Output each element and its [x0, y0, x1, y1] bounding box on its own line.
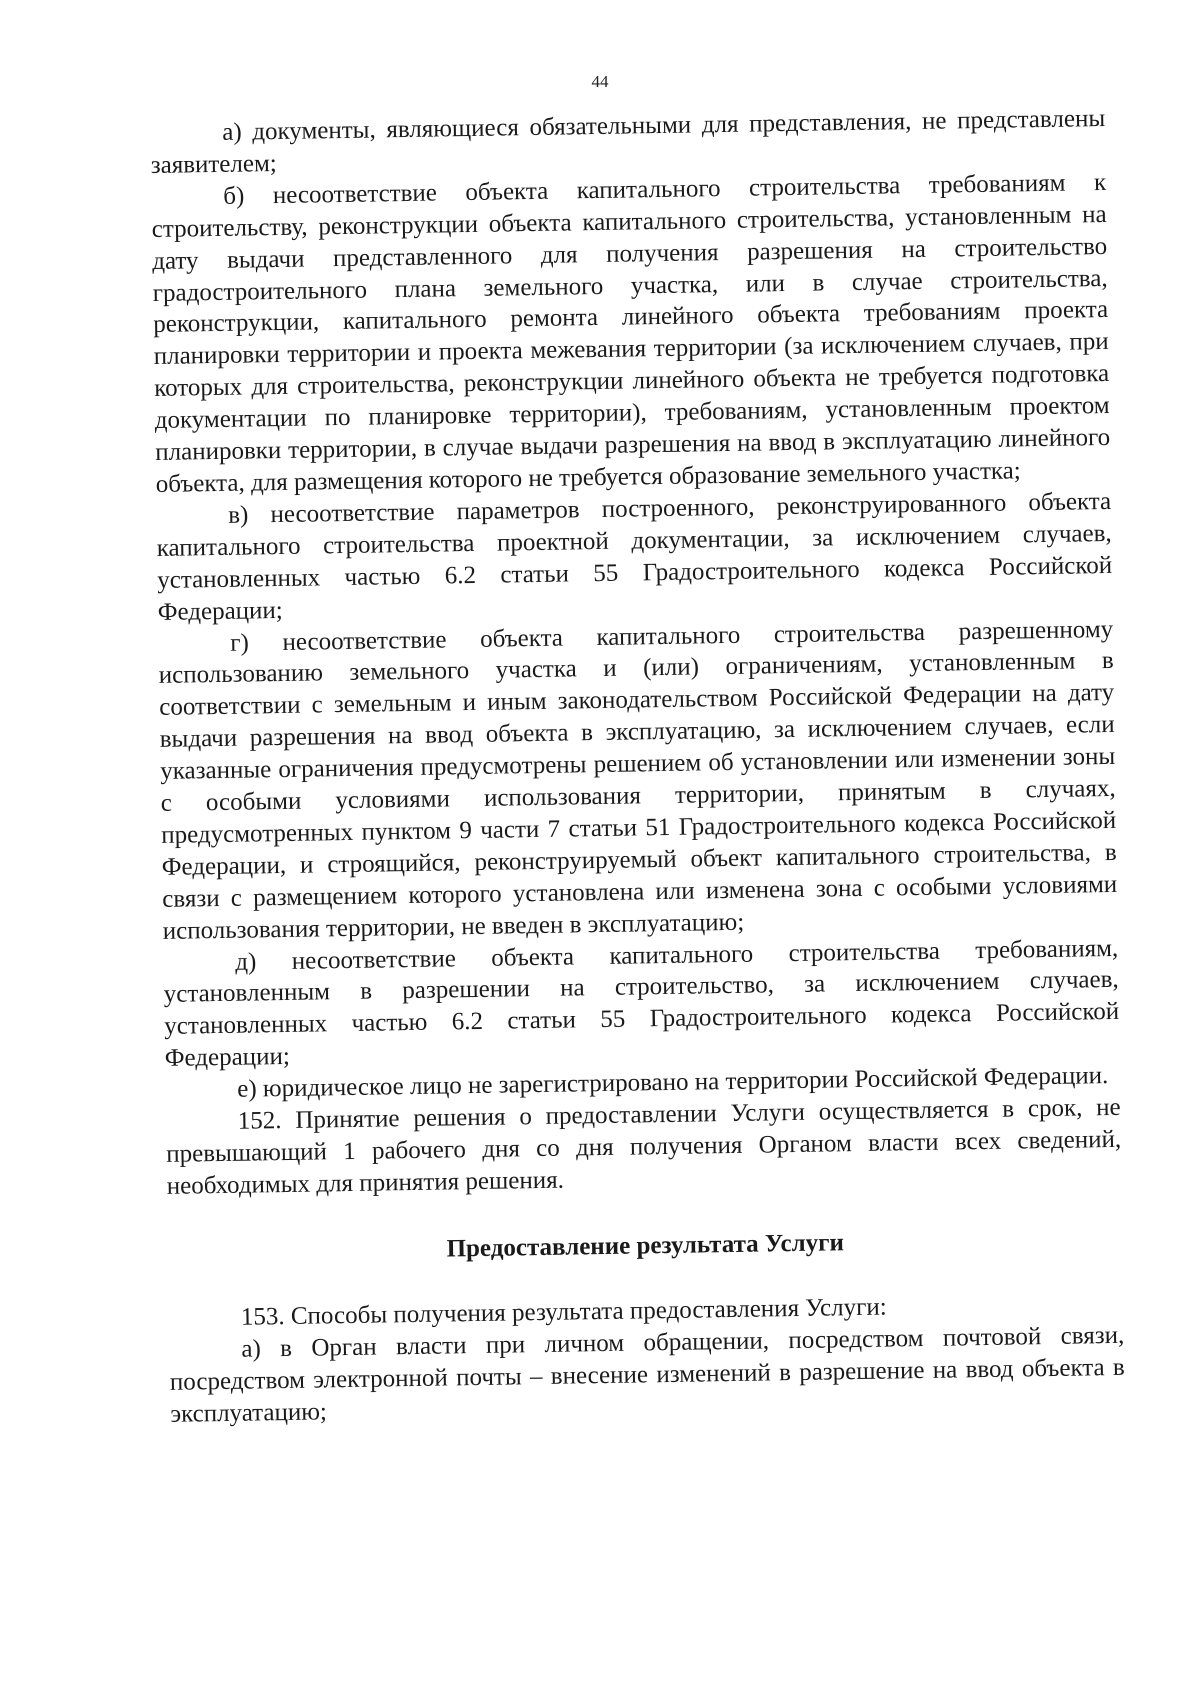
paragraph-item-b-nonconformity: б) несоответствие объекта капитального строительства требованиям к строительству, реконструкции объекта капитального строительства, установленным на дату выдачи представленного для получения разрешения на строительство градостроительного плана земельного участка, или в случае строительства, реконструкции, капитального ремонта линейного объекта требованиям проекта планировки территории и проекта межевания территории (за исключением случаев, при которых для строительства, реконструкции линейного объекта не требуется подготовка документации по планировке территории), требованиям, установленным проектом планировки территории, в случае выдачи разрешения на ввод в эксплуатацию линейного объекта, для размещения которого не требуется образование земельного участка; [151, 168, 1111, 498]
page-number: 44 [591, 72, 609, 91]
paragraph-item-a-documents: а) документы, являющиеся обязательными для представления, не представлены заявителем; [150, 104, 1106, 179]
section-heading: Предоставление результата Услуги [446, 1229, 845, 1263]
paragraph-item-d-permit-requirements: д) несоответствие объекта капитального строительства требованиям, установленным в разрешении на строительство, за исключением случаев, установленных частью 6.2 статьи 55 Градостроительного кодекса Российской Федерации; [163, 934, 1120, 1073]
document-body [150, 103, 1125, 1430]
paragraph-item-v-parameters: в) несоответствие параметров построенного, реконструированного объекта капитального строительства проектной документации, за исключением случаев, установленных частью 6.2 статьи 55 Градостроительного кодекса Российской Федерации; [156, 487, 1113, 626]
paragraph-152-decision-term: 152. Принятие решения о предоставлении Услуги осуществляется в срок, не превышающий 1 рабочего дня со дня получения Органом власти всех сведений, необходимых для принятия решения. [166, 1093, 1122, 1200]
paragraph-item-e-legal-entity: е) юридическое лицо не зарегистрировано на территории Российской Федерации. [237, 1062, 1109, 1103]
paragraph-item-a-authority: а) в Орган власти при личном обращении, посредством почтовой связи, посредством электронной почты – внесение изменений в разрешение на ввод объекта в эксплуатацию; [169, 1321, 1125, 1428]
paragraph-153-result-methods: 153. Способы получения результата предоставления Услуги: [240, 1293, 887, 1331]
paragraph-item-g-land-use: г) несоответствие объекта капитального строительства разрешенному использованию земельного участка и (или) ограничениям, установленным в соответствии с земельным и иным законодательством Российской Федерации на дату выдачи разрешения на ввод объекта в эксплуатацию, за исключением случаев, если указанные ограничения предусмотрены решением об установлении или изменении зоны с особыми условиями использования территории, принятым в случаях, предусмотренных пунктом 9 части 7 статьи 51 Градостроительного кодекса Российской Федерации, и строящийся, реконструируемый объект капитального строительства, в связи с размещением которого установлена или изменена зона с особыми условиями использования территории, не введен в эксплуатацию; [158, 615, 1118, 945]
